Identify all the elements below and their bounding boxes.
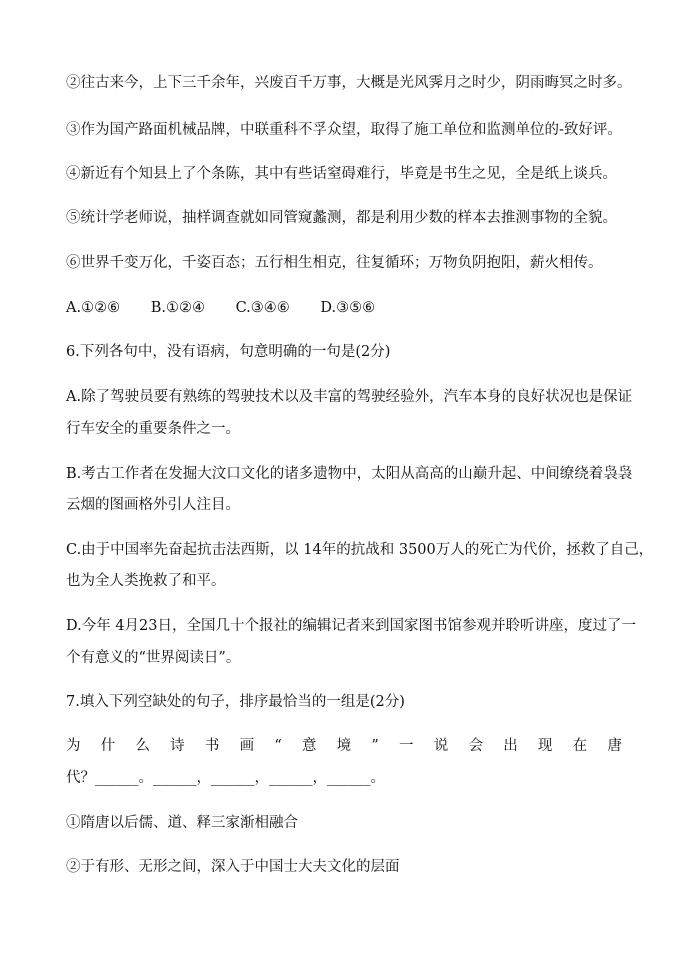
- q6-option-c-line2: 也为全人类挽救了和平。: [66, 573, 226, 589]
- q7-question-line2: 代？______。______，______，______，______。: [66, 770, 385, 786]
- q7-item-2: ②于有形、无形之间，深入于中国士大夫文化的层面: [66, 859, 400, 875]
- statement-4: ④新近有个知县上了个条陈，其中有些话窒碍难行，毕竟是书生之见，全是纸上谈兵。: [66, 166, 617, 182]
- q7-item-1: ①隋唐以后儒、道、释三家渐相融合: [66, 815, 298, 831]
- statement-5: ⑤统计学老师说，抽样调查就如同管窥蠡测，都是利用少数的样本去推测事物的全貌。: [66, 210, 617, 226]
- q6-option-b-line1: B.考古工作者在发掘大汶口文化的诸多遗物中，太阳从高高的山巅升起、中间缭绕着袅袅: [66, 466, 633, 482]
- q6-option-b-line2: 云烟的图画格外引人注目。: [66, 497, 240, 513]
- q6-option-c-line1: C.由于中国率先奋起抗击法西斯，以 14年的抗战和 3500万人的死亡为代价，拯救了自己，: [66, 542, 654, 558]
- q6-option-a-line2: 行车安全的重要条件之一。: [66, 421, 240, 437]
- q7-question-char: 唐: [607, 738, 622, 754]
- q7-question-char: ”: [371, 738, 379, 754]
- q5-option-b: B.①②④: [150, 300, 205, 316]
- statement-2: ②往古来今，上下三千余年，兴废百千万事，大概是光风霁月之时少，阴雨晦冥之时多。: [66, 75, 632, 91]
- q7-question-char: 现: [537, 738, 553, 754]
- q7-question-char: 诗: [170, 738, 185, 754]
- q7-question-char: 一: [399, 738, 414, 754]
- q7-question-char: 书: [204, 738, 220, 754]
- q5-option-d: D.③⑤⑥: [320, 300, 376, 316]
- q7-question-char: 么: [135, 738, 150, 754]
- q7-question-char: 在: [572, 738, 588, 754]
- q7-question-line1: [66, 736, 622, 756]
- q7-stem: 7.填入下列空缺处的句子，排序最恰当的一组是(2分): [66, 694, 405, 710]
- q7-question-char: 境: [336, 738, 352, 754]
- q7-question-char: 会: [468, 738, 483, 754]
- q7-question-char: “: [274, 738, 282, 754]
- q7-question-char: 为: [66, 738, 81, 754]
- statement-3: ③作为国产路面机械品牌，中联重科不孚众望，取得了施工单位和监测单位的-致好评。: [66, 122, 622, 138]
- q5-option-c: C.③④⑥: [235, 300, 290, 316]
- q6-stem: 6.下列各句中，没有语病，句意明确的一句是(2分): [66, 344, 391, 360]
- statement-6: ⑥世界千变万化，千姿百态；五行相生相克，往复循环；万物负阴抱阳，薪火相传。: [66, 255, 603, 271]
- q7-question-char: 画: [239, 738, 255, 754]
- q6-option-d-line1: D.今年 4月23日，全国几十个报社的编辑记者来到国家图书馆参观并聆听讲座，度过了一: [66, 618, 636, 634]
- q7-question-char: 什: [100, 738, 116, 754]
- q7-question-char: 说: [433, 738, 449, 754]
- q5-option-a: A.①②⑥: [66, 300, 121, 316]
- q6-option-a-line1: A.除了驾驶员要有熟练的驾驶技术以及丰富的驾驶经验外，汽车本身的良好状况也是保证: [66, 389, 633, 405]
- q5-options: [66, 298, 401, 318]
- q7-question-char: 出: [503, 738, 518, 754]
- q7-question-char: 意: [301, 738, 317, 754]
- q6-option-d-line2: 个有意义的“世界阅读日”。: [66, 650, 241, 666]
